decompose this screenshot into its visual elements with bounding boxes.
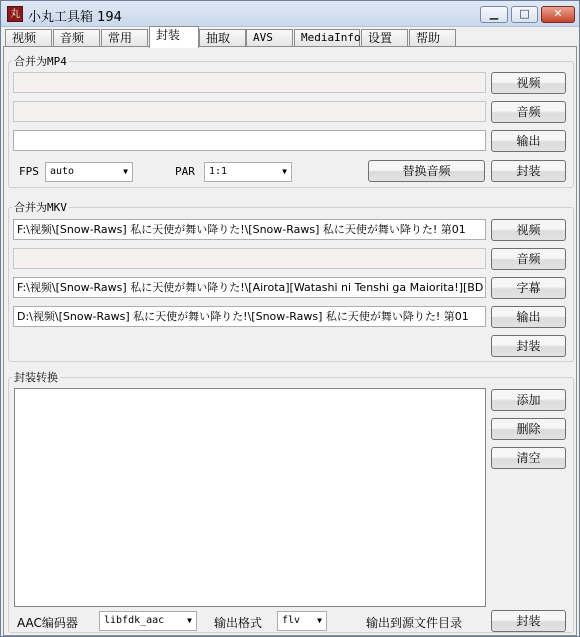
mkv-group-title: 合并为MKV [14,201,67,214]
mp4-output-input[interactable] [13,130,486,151]
output-format-select[interactable] [277,611,327,631]
mp4-group-title: 合并为MP4 [14,55,67,68]
tab-mediainfo[interactable]: MediaInfo [294,29,360,47]
tab-settings[interactable]: 设置 [361,29,408,47]
fps-label: FPS [19,165,39,178]
aac-encoder-select[interactable] [99,611,197,631]
output-to-source-dir[interactable]: 输出到源文件目录 [366,616,463,630]
par-select[interactable] [204,162,292,182]
aac-encoder-label: AAC编码器 [17,616,78,630]
mp4-video-button[interactable]: 视频 [491,72,566,94]
mkv-audio-button[interactable]: 音频 [491,248,566,270]
output-format-value: flv [282,615,301,626]
aac-encoder-value: libfdk_aac [104,615,165,626]
mkv-subtitle-input[interactable]: F:\视频\[Snow-Raws] 私に天使が舞い降りた!\[Airota][Watashi ni Tenshi ga Maiorita!][BD [13,277,486,298]
chevron-down-icon: ▼ [187,616,192,625]
tab-extract[interactable]: 抽取 [199,29,246,47]
tab-avs[interactable]: AVS [246,29,293,47]
fps-select-value: auto [50,166,75,177]
title-bar [1,1,579,27]
tab-help[interactable]: 帮助 [409,29,456,47]
mp4-video-input[interactable] [13,72,486,93]
minimize-button[interactable]: ▁ [480,6,508,23]
replace-audio-button[interactable]: 替换音频 [368,160,485,182]
mkv-video-input[interactable]: F:\视频\[Snow-Raws] 私に天使が舞い降りた!\[Snow-Raws] 私に天使が舞い降りた! 第01 [13,219,486,240]
output-format-label: 输出格式 [214,616,263,630]
par-label: PAR [175,165,195,178]
close-button[interactable]: ✕ [541,6,575,23]
tab-audio[interactable]: 音频 [53,29,100,47]
clear-button[interactable]: 清空 [491,447,566,469]
mp4-output-button[interactable]: 输出 [491,130,566,152]
mkv-audio-input[interactable] [13,248,486,269]
mkv-output-button[interactable]: 输出 [491,306,566,328]
add-button[interactable]: 添加 [491,389,566,411]
tab-mux[interactable]: 封装 [149,26,199,48]
mkv-video-button[interactable]: 视频 [491,219,566,241]
mkv-subtitle-button[interactable]: 字幕 [491,277,566,299]
maximize-button[interactable]: □ [511,6,538,23]
tab-video[interactable]: 视频 [5,29,52,47]
mux-tab-panel [3,46,577,636]
convert-mux-button[interactable]: 封装 [491,610,566,632]
delete-button[interactable]: 删除 [491,418,566,440]
fps-select[interactable] [45,162,133,182]
par-select-value: 1:1 [209,166,228,177]
convert-file-list[interactable] [14,388,486,607]
window-title: 小丸工具箱 194 [28,10,122,25]
mkv-output-input[interactable]: D:\视频\[Snow-Raws] 私に天使が舞い降りた!\[Snow-Raws] 私に天使が舞い降りた! 第01 [13,306,486,327]
app-icon: 丸 [7,6,23,22]
chevron-down-icon: ▼ [282,167,287,176]
chevron-down-icon: ▼ [123,167,128,176]
mp4-mux-button[interactable]: 封装 [491,160,566,182]
mkv-mux-button[interactable]: 封装 [491,335,566,357]
mp4-audio-input[interactable] [13,101,486,122]
mp4-audio-button[interactable]: 音频 [491,101,566,123]
tab-common[interactable]: 常用 [101,29,148,47]
convert-group-title: 封装转换 [14,371,58,384]
chevron-down-icon: ▼ [317,616,322,625]
